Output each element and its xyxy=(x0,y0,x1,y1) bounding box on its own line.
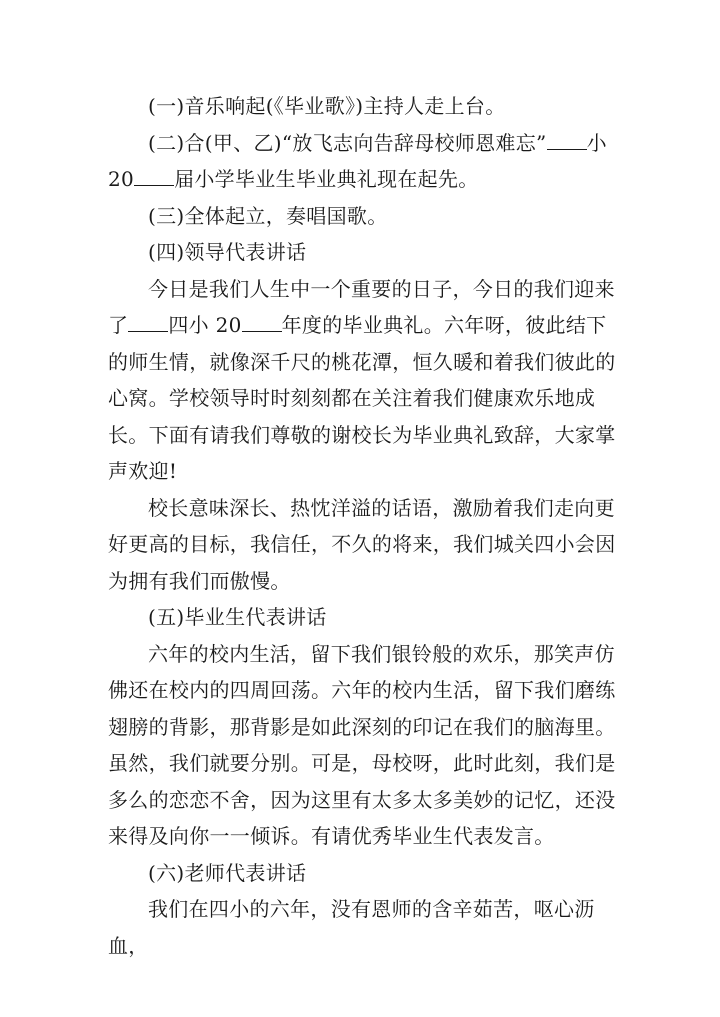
paragraph-leader-intro xyxy=(108,271,618,490)
paragraph-principal-thanks xyxy=(108,490,618,600)
section-heading-graduate xyxy=(108,599,618,636)
program-item-hosts xyxy=(108,125,618,198)
blank-school-name xyxy=(547,129,587,150)
paragraph-teacher-intro xyxy=(108,891,618,964)
section-heading-leader-text: (四)领导代表讲话 xyxy=(148,240,307,264)
section-heading-leader xyxy=(108,234,618,271)
paragraph-leader-intro-c: 年度的毕业典礼。六年呀，彼此结下的师生情，就像深千尺的桃花潭，恒久暖和着我们彼此的心窝。学校领导时时刻刻都在关注着我们健康欢乐地成长。下面有请我们尊敬的谢校长为毕业典礼致辞，大家掌声欢迎! xyxy=(108,313,616,483)
program-item-music xyxy=(108,88,618,125)
paragraph-teacher-intro-text: 我们在四小的六年，没有恩师的含辛茹苦，呕心沥血， xyxy=(108,897,595,958)
document-body xyxy=(108,88,618,964)
blank-school-name-2 xyxy=(128,311,168,332)
program-item-hosts-text: (二)合(甲、乙)“放飞志向告辞母校师恩难忘” xyxy=(148,130,547,155)
paragraph-graduate-intro xyxy=(108,636,618,855)
paragraph-principal-thanks-text: 校长意味深长、热忱洋溢的话语，激励着我们走向更好更高的目标，我信任，不久的将来，我们城关四小会因为拥有我们而傲慢。 xyxy=(108,495,616,593)
blank-year xyxy=(134,165,174,186)
program-item-music-text: (一)音乐响起(《毕业歌》)主持人走上台。 xyxy=(148,94,506,118)
section-heading-graduate-text: (五)毕业生代表讲话 xyxy=(148,605,327,629)
paragraph-leader-intro-b: 四小 20 xyxy=(168,313,242,337)
paragraph-graduate-intro-text: 六年的校内生活，留下我们银铃般的欢乐，那笑声仿佛还在校内的四周回荡。六年的校内生活，留下我们磨练翅膀的背影，那背影是如此深刻的印记在我们的脑海里。虽然，我们就要分别。可是，母校呀，此时此刻，我们是多么的恋恋不舍，因为这里有太多太多美妙的记忆，还没来得及向你一一倾诉。有请优秀毕业生代表发言。 xyxy=(108,641,616,848)
program-item-hosts-year: 20 xyxy=(108,167,135,191)
program-item-hosts-tail: 小 xyxy=(586,130,607,155)
blank-year-2 xyxy=(242,311,282,332)
section-heading-teacher-text: (六)老师代表讲话 xyxy=(148,860,307,885)
section-heading-teacher xyxy=(108,855,618,892)
paragraph-leader-intro-a: 今日是我们人生中一个重要的日子，今日的我们迎来了 xyxy=(108,276,615,337)
program-item-hosts-ending: 届小学毕业生毕业典礼现在起先。 xyxy=(174,167,479,191)
program-item-anthem-text: (三)全体起立，奏唱国歌。 xyxy=(148,203,388,228)
program-item-anthem xyxy=(108,198,618,235)
